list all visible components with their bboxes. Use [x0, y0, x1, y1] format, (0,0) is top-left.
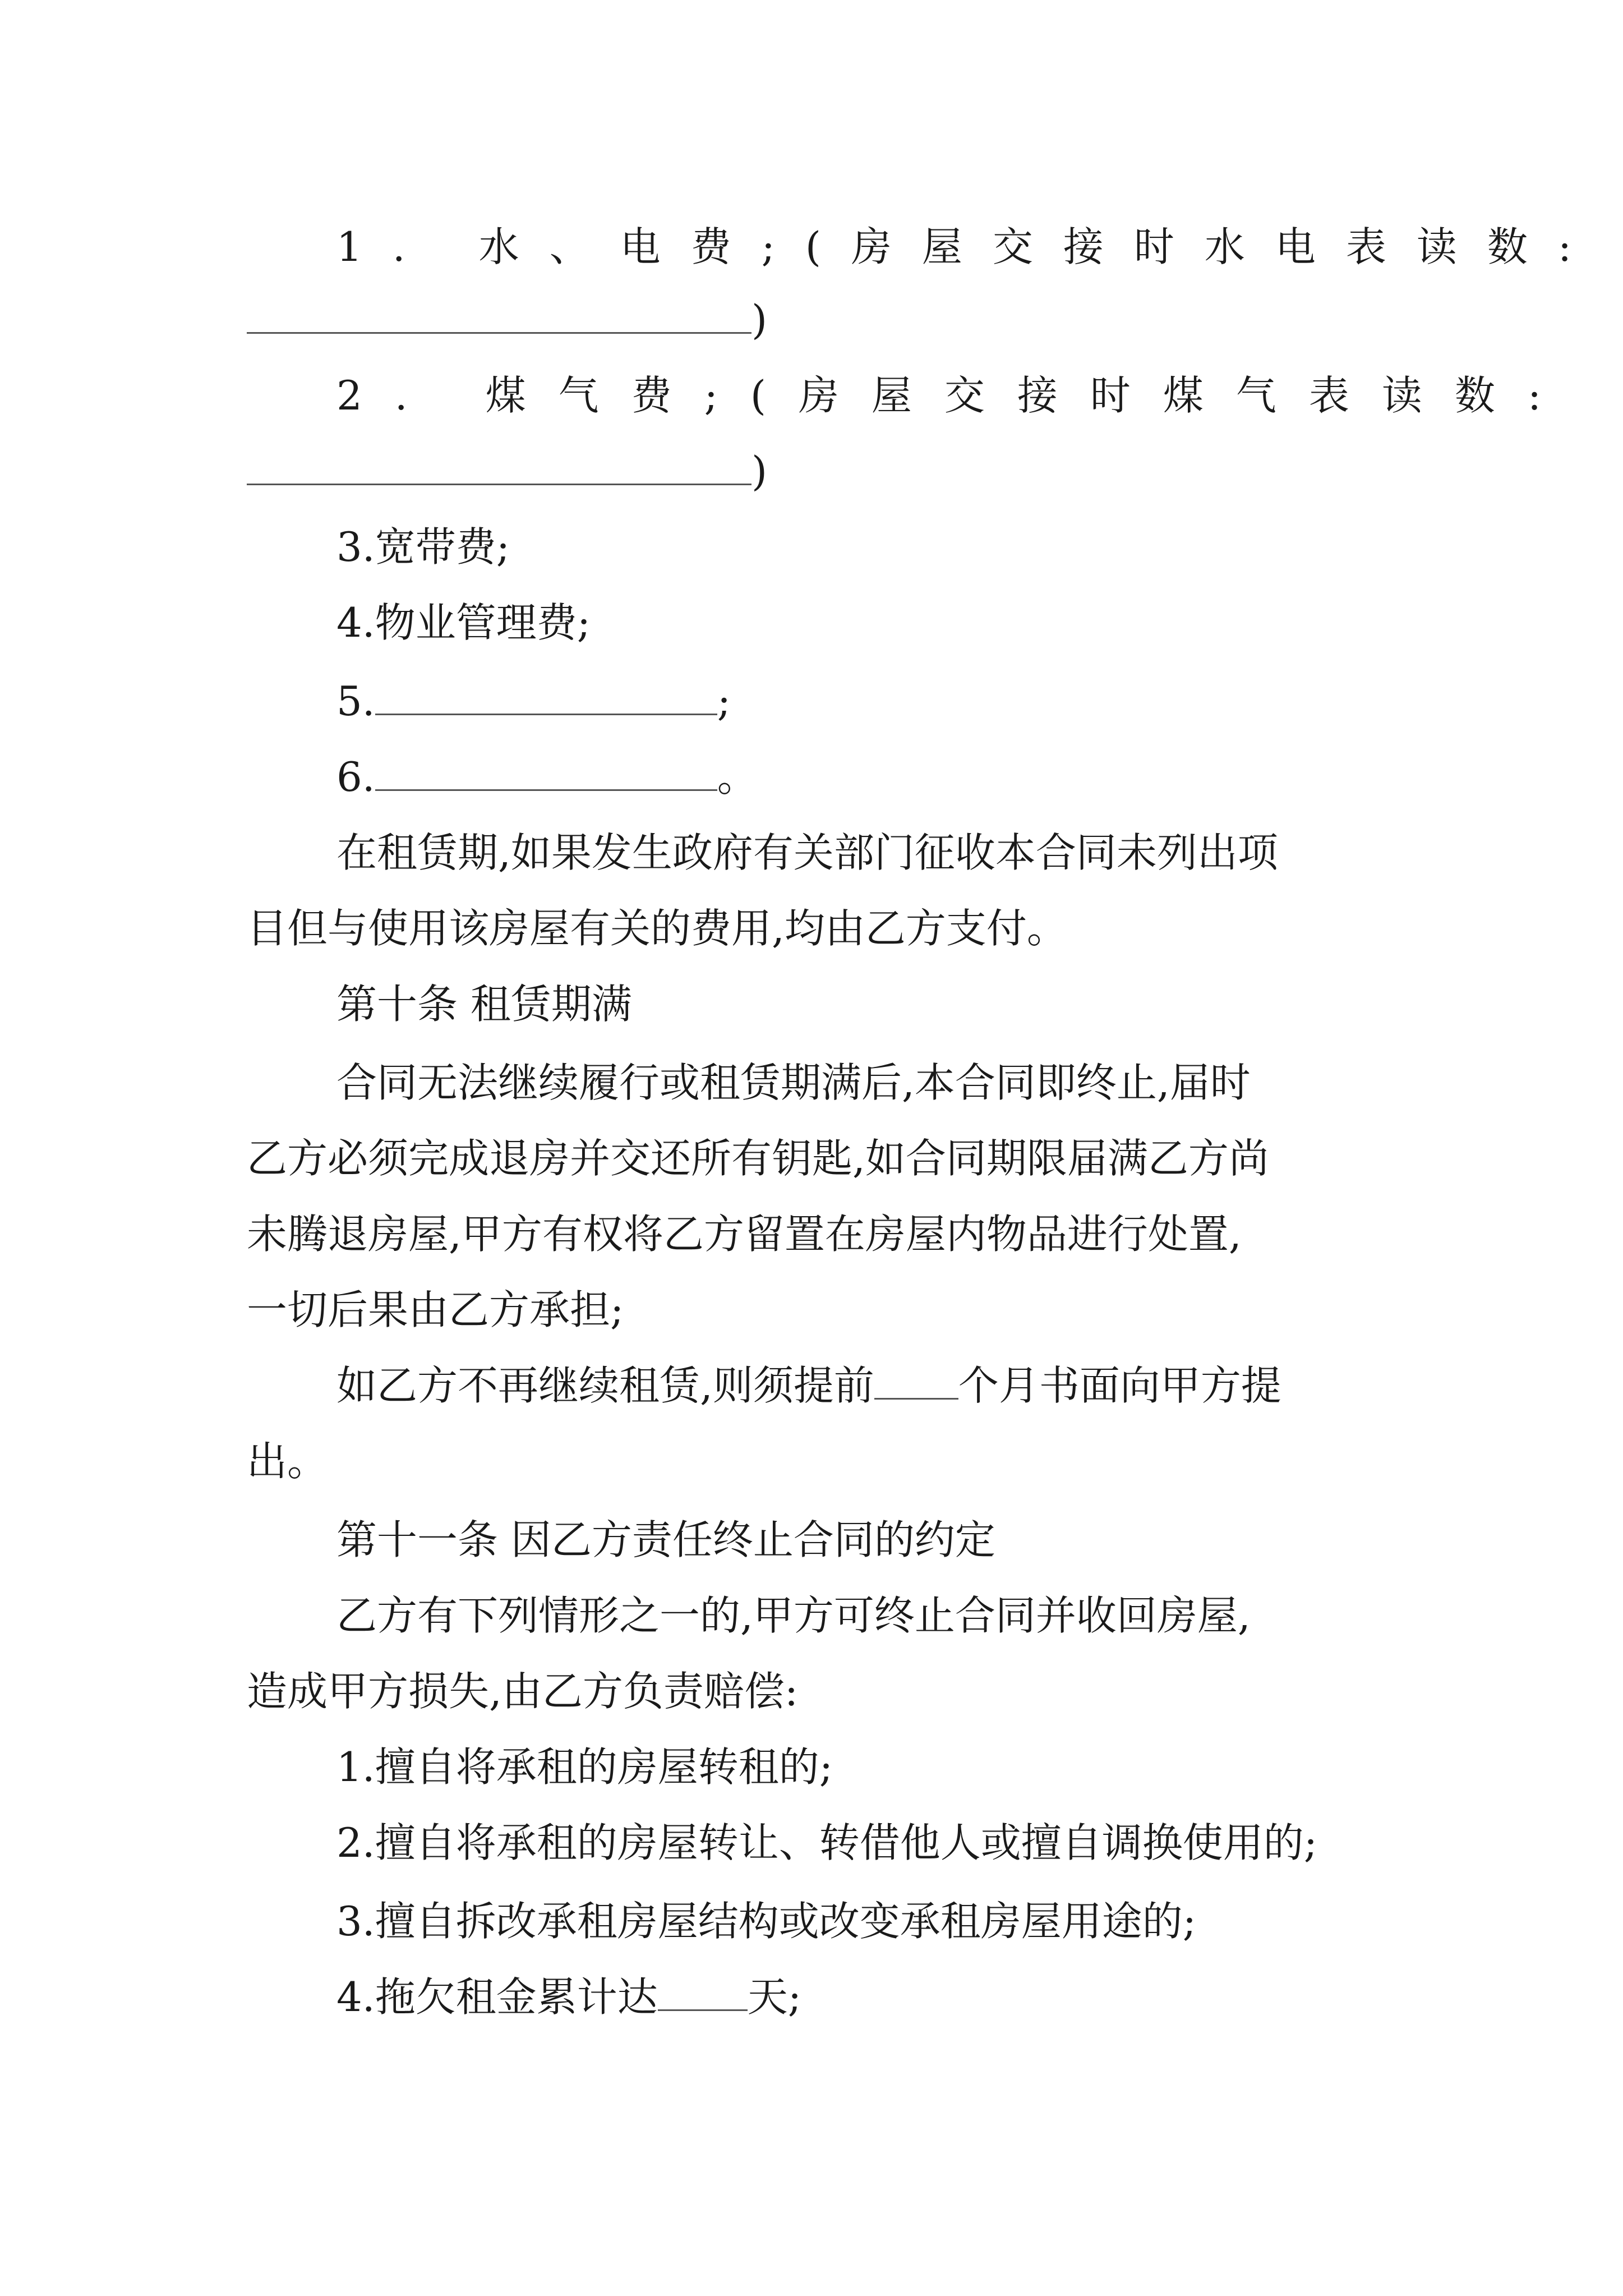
item-6-blank[interactable] — [375, 754, 717, 791]
heading-text: 第十条 租赁期满 — [336, 981, 632, 1028]
heading-text: 第十一条 因乙方责任终止合同的约定 — [336, 1516, 995, 1563]
item-5 — [336, 668, 731, 735]
item-6 — [336, 743, 758, 811]
paragraph-line — [247, 1428, 328, 1495]
paragraph-line — [247, 1125, 1269, 1192]
overdue-days-blank[interactable] — [658, 1975, 748, 2011]
article-11-heading — [336, 1506, 995, 1573]
notice-period-line — [336, 1352, 1281, 1419]
item-4-property-fee — [336, 589, 591, 656]
item-6-prefix: 6. — [336, 753, 375, 800]
list-item-prefix: 4.拖欠租金累计达 — [336, 1973, 658, 2021]
para-text: 乙方有下列情形之一的,甲方可终止合同并收回房屋, — [336, 1592, 1251, 1639]
list-item — [336, 1809, 1317, 1876]
notice-prefix: 如乙方不再继续租赁,则须提前 — [336, 1362, 874, 1409]
item-3-broadband — [336, 513, 510, 581]
item-1-reading-line — [247, 286, 767, 353]
item-5-prefix: 5. — [336, 678, 375, 725]
para-text: 目但与使用该房屋有关的费用,均由乙方支付。 — [247, 905, 1067, 952]
item-5-blank[interactable] — [375, 679, 717, 715]
notice-months-blank[interactable] — [874, 1363, 958, 1400]
item-4-text: 4.物业管理费; — [336, 599, 591, 646]
para-text: 在租赁期,如果发生政府有关部门征收本合同未列出项 — [336, 829, 1278, 876]
list-item-text: 1.擅自将承租的房屋转租的; — [336, 1743, 833, 1791]
paragraph-line — [336, 1582, 1251, 1649]
item-2-close: ) — [751, 448, 768, 495]
item-2-reading-line — [247, 438, 767, 505]
paragraph-line — [247, 1658, 798, 1725]
item-1-close: ) — [751, 296, 768, 343]
para-text: 未腾退房屋,甲方有权将乙方留置在房屋内物品进行处置, — [247, 1211, 1242, 1258]
list-item — [336, 1733, 833, 1801]
paragraph-line — [247, 1200, 1242, 1268]
para-text: 一切后果由乙方承担; — [247, 1286, 624, 1333]
item-1-text: 1. 水、电费;(房屋交接时水电表读数: — [336, 223, 1602, 270]
item-2-text: 2. 煤气费;(房屋交接时煤气表读数: — [336, 372, 1574, 419]
item-2-gas — [336, 362, 1574, 429]
para-text: 造成甲方损失,由乙方负责赔偿: — [247, 1668, 799, 1715]
list-item-suffix: 天; — [747, 1973, 801, 2021]
item-5-suffix: ; — [717, 678, 731, 725]
paragraph-line — [336, 819, 1278, 886]
item-1-utilities — [336, 213, 1602, 280]
gas-reading-blank[interactable] — [247, 449, 751, 485]
paragraph-line — [247, 1276, 624, 1343]
list-item — [336, 1963, 801, 2031]
paragraph-line — [336, 1049, 1251, 1116]
list-item — [336, 1888, 1196, 1955]
para-text: 合同无法继续履行或租赁期满后,本合同即终止,届时 — [336, 1059, 1251, 1106]
para-text: 出。 — [247, 1438, 328, 1485]
item-3-text: 3.宽带费; — [336, 523, 510, 570]
list-item-text: 2.擅自将承租的房屋转让、转借他人或擅自调换使用的; — [336, 1819, 1317, 1866]
notice-suffix: 个月书面向甲方提 — [958, 1362, 1281, 1409]
list-item-text: 3.擅自拆改承租房屋结构或改变承租房屋用途的; — [336, 1898, 1196, 1945]
article-10-heading — [336, 970, 632, 1038]
meter-reading-blank[interactable] — [247, 297, 751, 334]
paragraph-line — [247, 895, 1067, 962]
item-6-suffix: 。 — [717, 753, 758, 800]
para-text: 乙方必须完成退房并交还所有钥匙,如合同期限届满乙方尚 — [247, 1135, 1269, 1182]
